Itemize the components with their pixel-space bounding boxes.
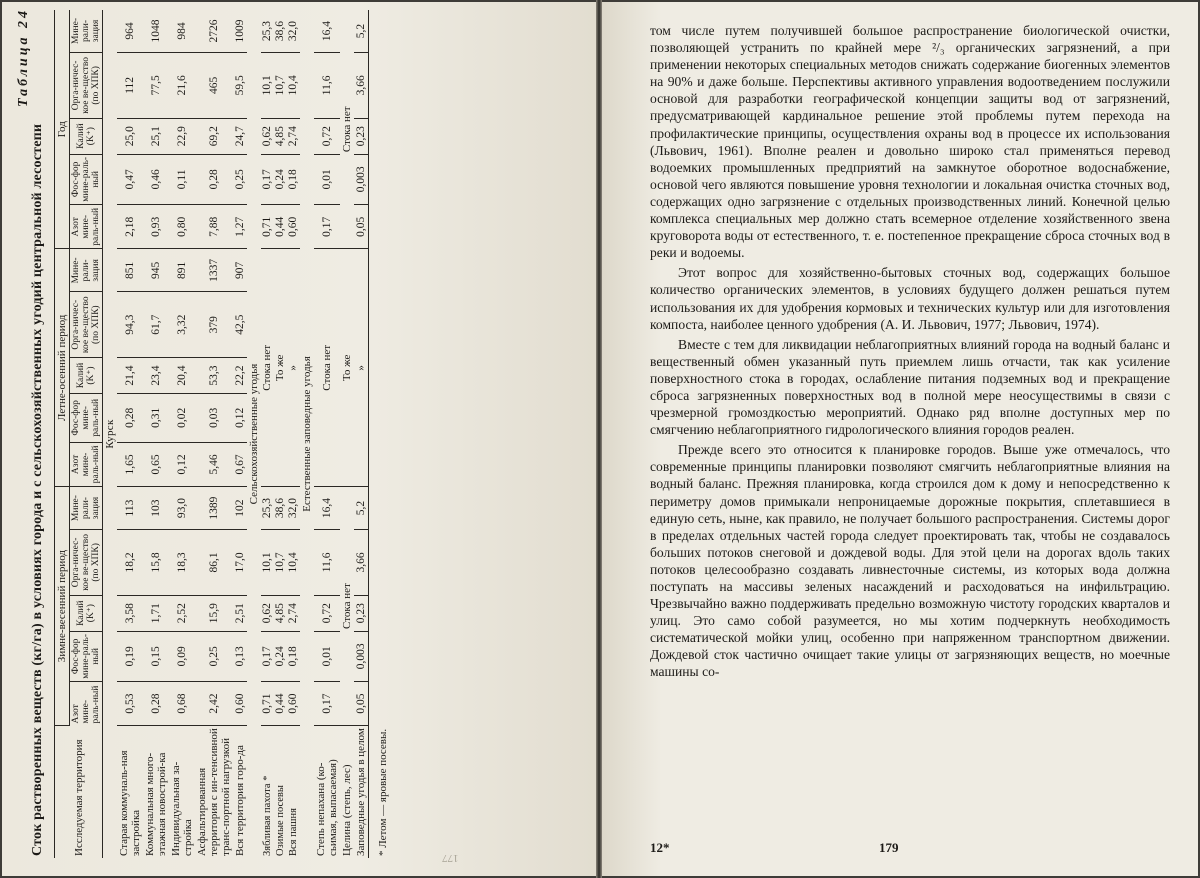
table-cell: 0,25 — [233, 154, 247, 204]
table-cell: 0,24 — [274, 631, 287, 681]
table-cell: 24,7 — [233, 118, 247, 154]
table-cell: » — [354, 249, 369, 487]
table-cell: 0,23 — [354, 118, 369, 154]
table-cell: » — [287, 249, 300, 487]
table-cell: 3,32 — [169, 292, 195, 358]
col-header: Фос-фор мине-раль-ный — [70, 154, 103, 204]
table-row — [143, 10, 169, 858]
table-cell: Старая коммуналь-ная застройка — [118, 750, 142, 856]
table-cell: 5,2 — [354, 487, 369, 530]
table-cell: 15,9 — [195, 595, 233, 631]
table-cell: 0,02 — [169, 393, 195, 442]
table-row — [274, 10, 287, 858]
table-cell: 38,6 — [274, 487, 287, 530]
table-cell: 69,2 — [195, 118, 233, 154]
table-cell: 0,09 — [169, 631, 195, 681]
table-cell: 2,74 — [287, 595, 300, 631]
table-row — [233, 10, 247, 858]
signature-mark: 12* — [650, 840, 670, 855]
table-cell: Вся территория горо-да — [234, 745, 246, 856]
table-row — [354, 10, 369, 858]
table-cell: 10,7 — [274, 530, 287, 596]
table-cell: Стока нет — [314, 249, 340, 487]
left-page-folio: 177 — [442, 852, 459, 864]
table-cell: Заповедные угодья в целом — [354, 726, 369, 859]
left-page — [2, 2, 596, 876]
header-period-winter: Зимне-весенний период — [55, 487, 70, 726]
table-cell: 465 — [195, 52, 233, 118]
col-header: Орга-ничес-кое ве-щество (по ХПК) — [70, 52, 103, 118]
right-page — [602, 2, 1198, 876]
table-cell: 2726 — [195, 10, 233, 52]
table-cell: 25,3 — [261, 487, 274, 530]
table-cell: 1,65 — [117, 442, 143, 486]
header-territory: Исследуемая территория — [55, 726, 103, 859]
table-cell: 15,8 — [143, 530, 169, 596]
table-row — [169, 10, 195, 858]
table-cell: 16,4 — [314, 487, 340, 530]
table-cell: 0,01 — [314, 154, 340, 204]
table-cell: 0,47 — [117, 154, 143, 204]
body-text — [650, 22, 1170, 681]
table-cell: 4,85 — [274, 595, 287, 631]
table-cell: 103 — [143, 487, 169, 530]
table-cell: 10,1 — [261, 530, 274, 596]
table-cell: 0,44 — [274, 205, 287, 249]
table-cell: 4,85 — [274, 118, 287, 154]
table-cell: 0,28 — [143, 682, 169, 726]
table-cell: 7,88 — [195, 205, 233, 249]
table-cell: 0,18 — [287, 154, 300, 204]
col-header: Фос-фор мине-раль-ный — [70, 631, 103, 681]
table-cell: 112 — [117, 52, 143, 118]
table-cell: Стока нет — [340, 487, 354, 726]
table-cell: 0,28 — [195, 154, 233, 204]
table-cell: 38,6 — [274, 10, 287, 52]
col-header: Калий (K⁺) — [70, 595, 103, 631]
table-cell: 0,60 — [287, 205, 300, 249]
table-cell: 21,6 — [169, 52, 195, 118]
table-cell: 94,3 — [117, 292, 143, 358]
section-nature: Естественные заповедные угодья — [301, 356, 313, 512]
page-number: 179 — [879, 840, 899, 855]
table-cell: 93,0 — [169, 487, 195, 530]
table-cell: 2,18 — [117, 205, 143, 249]
paragraph-1: том числе путем получившей большое распространение биологической очистки, позволяющей устранить по крайней мере ²/₃ органических загрязнений, а при применении некоторых специальных методов снижать содержание биогенных элементов на 90% и даже больше. Перспективы активного управления водоотведением послужили основой для разработки географической концепции защиты вод от загрязнений, предусматривающей кардинальное решение этой проблемы путем перехода на профилактические принципы, осуществления охраны вод в процессе их использования (Львович, 1961). Вполне реален и довольно широко стал применяться перевод водоемких промышленных предприятий на замкнутое оборотное водоснабжение, основой чего являются повышение уровня технологии и локальная очистка сточных вод, содержащих одно загрязнение с отдельных производственных линий. Конечной целью комплекса специальных мер должно стать всемерное отделение хозяйственного звена круговорота воды от естественного, т. е. постепенное прекращение сброса сточных вод в реки и водоемы. — [650, 23, 1170, 261]
table-cell: 0,23 — [354, 595, 369, 631]
table-cell: 10,4 — [287, 530, 300, 596]
table-cell: 0,19 — [117, 631, 143, 681]
rotated-table-block — [16, 2, 596, 862]
table-cell: 10,7 — [274, 52, 287, 118]
col-header: Мине-рали-зация — [70, 487, 103, 530]
table-cell: 0,60 — [233, 682, 247, 726]
table-cell: 0,11 — [169, 154, 195, 204]
table-cell: 2,42 — [195, 682, 233, 726]
table-cell: 21,4 — [117, 358, 143, 394]
table-cell: 0,05 — [354, 682, 369, 726]
table-row — [314, 10, 340, 858]
table-cell: 61,7 — [143, 292, 169, 358]
paragraph-4: Прежде всего это относится к планировке городов. Выше уже отмечалось, что современные принципы планировки позволяют смягчить неблагоприятные влияния на водный баланс. Прежняя планировка, когда строился дом к дому и непосредственно к периметру домов примыкали непроницаемые дорожные покрытия, сплетавшиеся в единую сеть, ныне, как правило, не получает большого распространения. Системы дорог в пределах отдельных частей города следует проектировать так, чтобы не создавалось больших потоков снеговой и дождевой воды. Для этой цели на дорогах вдоль таких потоков целесообразно создавать ливнесточные системы, из которых вода должна поступать на массивы зеленых насаждений и расходоваться на инфильтрацию. Чрезвычайно важно поддерживать предельно возможную чистоту городских кварталов и улиц. Это само собой разумеется, но мы хотим подчеркнуть необходимость систематической мойки улиц, особенно при напряженном транспортном движении. Дождевой сток частично очищает такие улицы от загрязняющих веществ, но моечные машины со- — [650, 442, 1170, 680]
table-row — [195, 10, 233, 858]
table-cell: 25,3 — [261, 10, 274, 52]
table-cell: Зябливая пахота * — [262, 775, 273, 856]
col-header: Фос-фор мине-раль-ный — [70, 393, 103, 442]
table-cell: 0,53 — [117, 682, 143, 726]
table-cell: 25,1 — [143, 118, 169, 154]
table-cell: Стока нет — [340, 10, 354, 249]
table-cell: 945 — [143, 249, 169, 292]
table-cell: 3,58 — [117, 595, 143, 631]
table-row — [340, 10, 354, 858]
table-cell: 379 — [195, 292, 233, 358]
table-cell: 53,3 — [195, 358, 233, 394]
header-period-summer: Летне-осенний период — [55, 249, 70, 487]
table-cell: 77,5 — [143, 52, 169, 118]
table-cell: 102 — [233, 487, 247, 530]
col-header: Орга-ничес-кое ве-щество (по ХПК) — [70, 292, 103, 358]
runoff-table — [54, 10, 369, 858]
table-cell: 0,71 — [261, 205, 274, 249]
table-cell: 10,4 — [287, 52, 300, 118]
table-cell: 907 — [233, 249, 247, 292]
table-cell: 1009 — [233, 10, 247, 52]
table-footnote: * Летом — яровые посевы. — [377, 728, 389, 856]
table-cell: 0,46 — [143, 154, 169, 204]
table-cell: 0,17 — [261, 631, 274, 681]
table-cell: 0,17 — [261, 154, 274, 204]
table-cell: Степь непахана (ко-сьимая, выпасаемая) — [315, 759, 339, 856]
col-header: Азот мине-раль-ный — [70, 682, 103, 726]
table-cell: 0,67 — [233, 442, 247, 486]
table-cell: 11,6 — [314, 52, 340, 118]
table-cell: 0,17 — [314, 682, 340, 726]
table-cell: Индивидуальная за-стройка — [170, 761, 194, 856]
table-cell: Озимые посевы — [275, 785, 286, 856]
table-cell: 0,003 — [354, 154, 369, 204]
header-period-year: Год — [55, 10, 70, 249]
table-cell: 0,05 — [354, 205, 369, 249]
table-cell: 0,72 — [314, 595, 340, 631]
table-cell: 0,31 — [143, 393, 169, 442]
table-cell: Целина (степь, лес) — [341, 764, 353, 856]
table-cell: 0,12 — [233, 393, 247, 442]
table-cell: Вся пашня — [288, 808, 299, 856]
table-cell: 1,71 — [143, 595, 169, 631]
table-cell: 1337 — [195, 249, 233, 292]
paragraph-3: Вместе с тем для ликвидации неблагоприятных влияний города на водный баланс и вещественный обмен указанный путь приемлем лишь отчасти, так как усиление поверхностного стока в городах, ослабление питания подземных вод и прекращение сброса загрязненных поверхностных вод в полной мере неосуществимы в связи с чрезмерной громоздкостью мероприятий. Однако ряд вполне доступных мер по смягчению неблагоприятного гидрологического влияния городов реален. — [650, 336, 1170, 438]
table-cell: 42,5 — [233, 292, 247, 358]
table-row — [261, 10, 274, 858]
table-cell: 891 — [169, 249, 195, 292]
table-cell: Коммунальная много-этажная новострой-ка — [144, 752, 168, 856]
table-cell: 0,44 — [274, 682, 287, 726]
table-cell: 5,2 — [354, 10, 369, 52]
table-cell: 0,80 — [169, 205, 195, 249]
table-cell: 32,0 — [287, 487, 300, 530]
col-header: Азот мине-раль-ный — [70, 442, 103, 486]
table-cell: 0,17 — [314, 205, 340, 249]
table-cell: 0,24 — [274, 154, 287, 204]
table-cell: 86,1 — [195, 530, 233, 596]
table-cell: 964 — [117, 10, 143, 52]
col-header: Калий (K⁺) — [70, 358, 103, 394]
table-number: Таблица 24 — [16, 8, 31, 107]
table-cell: То же — [274, 249, 287, 487]
table-cell: 2,74 — [287, 118, 300, 154]
table-cell: 17,0 — [233, 530, 247, 596]
table-cell: 2,52 — [169, 595, 195, 631]
section-agri: Сельскохозяйственные угодья — [248, 363, 260, 505]
col-header: Мине-рали-зация — [70, 10, 103, 52]
table-cell: 5,46 — [195, 442, 233, 486]
table-cell: 0,62 — [261, 595, 274, 631]
table-cell: 0,15 — [143, 631, 169, 681]
table-cell: 18,2 — [117, 530, 143, 596]
table-cell: 22,9 — [169, 118, 195, 154]
table-cell: 113 — [117, 487, 143, 530]
col-header: Мине-рали-зация — [70, 249, 103, 292]
table-cell: 0,28 — [117, 393, 143, 442]
table-cell: 1,27 — [233, 205, 247, 249]
table-cell: 16,4 — [314, 10, 340, 52]
table-cell: 0,18 — [287, 631, 300, 681]
table-heading — [16, 2, 54, 862]
table-cell: 3,66 — [354, 52, 369, 118]
table-cell: 10,1 — [261, 52, 274, 118]
table-cell: 0,72 — [314, 118, 340, 154]
table-cell: 1048 — [143, 10, 169, 52]
table-cell: 851 — [117, 249, 143, 292]
table-cell: 0,13 — [233, 631, 247, 681]
table-row — [287, 10, 300, 858]
table-cell: 1389 — [195, 487, 233, 530]
table-cell: 22,2 — [233, 358, 247, 394]
table-cell: 984 — [169, 10, 195, 52]
table-cell: 0,71 — [261, 682, 274, 726]
paragraph-2: Этот вопрос для хозяйственно-бытовых сточных вод, содержащих большое количество органических элементов, в условиях будущего должен решаться путем использования их для удобрения кормовых и технических культур или для изготовления компоста, наиболее ценного удобрения (А. И. Львович, 1977; Львович, 1974). — [650, 265, 1170, 332]
table-cell: Стока нет — [261, 249, 274, 487]
table-cell: Асфальтированная территория с ин-тенсивной транс-портной нагрузкой — [196, 728, 232, 856]
table-cell: 0,03 — [195, 393, 233, 442]
table-cell: 0,25 — [195, 631, 233, 681]
table-cell: 0,60 — [287, 682, 300, 726]
table-cell: 0,93 — [143, 205, 169, 249]
table-cell: 0,003 — [354, 631, 369, 681]
col-header: Азот мине-раль-ный — [70, 205, 103, 249]
col-header: Орга-ничес-кое ве-щество (по ХПК) — [70, 530, 103, 596]
table-cell: 0,65 — [143, 442, 169, 486]
table-cell: 23,4 — [143, 358, 169, 394]
table-cell: 20,4 — [169, 358, 195, 394]
section-kursk: Курск — [104, 419, 116, 449]
table-cell: 32,0 — [287, 10, 300, 52]
table-cell: 0,62 — [261, 118, 274, 154]
col-header: Калий (K⁺) — [70, 118, 103, 154]
table-body — [103, 10, 369, 858]
table-cell: 11,6 — [314, 530, 340, 596]
table-cell: 25,0 — [117, 118, 143, 154]
table-caption: Сток растворенных веществ (кг/га) в условиях города и с сельскохозяйственных угодий центральной лесостепи — [30, 123, 45, 856]
table-cell: 0,68 — [169, 682, 195, 726]
table-cell: 0,12 — [169, 442, 195, 486]
table-cell: 59,5 — [233, 52, 247, 118]
table-cell: 0,01 — [314, 631, 340, 681]
table-cell: 2,51 — [233, 595, 247, 631]
table-row — [117, 10, 143, 858]
table-cell: То же — [340, 249, 354, 487]
table-cell: 3,66 — [354, 530, 369, 596]
table-cell: 18,3 — [169, 530, 195, 596]
